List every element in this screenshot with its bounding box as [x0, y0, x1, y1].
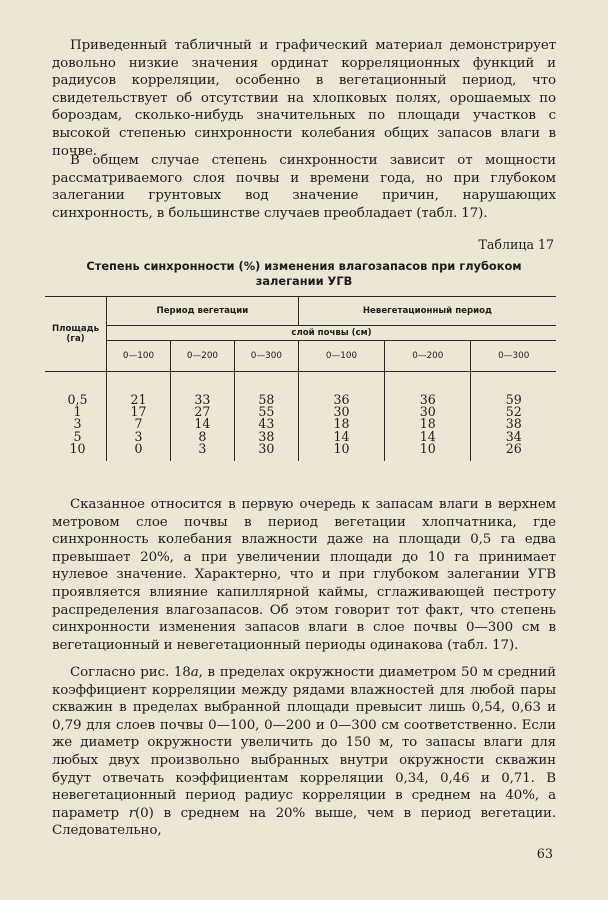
table-label: Таблица 17 [478, 237, 554, 252]
value-cell: 14 [298, 431, 384, 443]
value-cell: 43 [234, 418, 298, 430]
value-cell: 3 [170, 443, 234, 461]
layer-header: 0—200 [385, 341, 471, 372]
table-caption-line-2: залегании УГВ [255, 273, 353, 288]
paragraph-4-part-3: (0) в среднем на 20% выше, чем в период вегетации. Следовательно, [52, 805, 557, 839]
area-header: Площадь (га) [45, 297, 107, 372]
value-cell: 36 [385, 394, 471, 406]
value-cell: 33 [170, 394, 234, 406]
value-cell: 3 [107, 431, 171, 443]
value-cell: 27 [170, 406, 234, 418]
layer-header: 0—200 [170, 341, 234, 372]
value-cell: 26 [471, 443, 556, 461]
paragraph-4-part-1: Согласно рис. 18 [70, 665, 191, 680]
table-body [45, 372, 556, 461]
table-caption-line-1: Степень синхронности (%) изменения влагозапасов при глубоком [86, 259, 522, 273]
value-cell: 58 [234, 394, 298, 406]
parameter-symbol: r [128, 805, 136, 821]
area-cell: 10 [45, 443, 107, 461]
period-vegetation-header: Период вегетации [107, 297, 299, 326]
value-cell: 0 [107, 443, 171, 461]
area-cell: 5 [45, 431, 107, 443]
paragraph-1: Приведенный табличный и графический материал демонстрирует довольно низкие значения ординат корреляционных функций и радиусов корреляции, особенно в вегетационный период, что свидетельствует об отсутствии на хлопковых полях, орошаемых по бороздам, сколько-нибудь значительных по площади участков с высокой степенью синхронности колебания общих запасов влаги в почве. [52, 38, 556, 159]
value-cell: 30 [385, 406, 471, 418]
period-nonvegetation-header: Невегетационный период [298, 297, 556, 326]
value-cell: 55 [234, 406, 298, 418]
layer-header: 0—300 [234, 341, 298, 372]
value-cell: 59 [471, 394, 556, 406]
value-cell: 18 [385, 418, 471, 430]
table-row [45, 394, 556, 406]
value-cell: 8 [170, 431, 234, 443]
table-row [45, 418, 556, 430]
paragraph-2: В общем случае степень синхронности зависит от мощности рассматриваемого слоя почвы и времени года, но при глубоком залегании грунтовых вод значение причин, нарушающих синхронность, в большинстве случаев преобладает (табл. 17). [52, 153, 556, 221]
layer-header: 0—100 [107, 341, 171, 372]
value-cell: 21 [107, 394, 171, 406]
soil-layer-header: слой почвы (см) [107, 326, 557, 341]
table-row [45, 443, 556, 461]
figure-letter: а [190, 665, 199, 680]
value-cell: 30 [234, 443, 298, 461]
table-caption [52, 259, 556, 288]
area-cell: 0,5 [45, 394, 107, 406]
value-cell: 18 [298, 418, 384, 430]
synchronicity-table [45, 296, 556, 461]
value-cell: 10 [385, 443, 471, 461]
area-cell: 1 [45, 406, 107, 418]
value-cell: 10 [298, 443, 384, 461]
value-cell: 52 [471, 406, 556, 418]
value-cell: 14 [385, 431, 471, 443]
value-cell: 7 [107, 418, 171, 430]
page-number: 63 [536, 847, 553, 862]
table-row [45, 431, 556, 443]
paragraph-4 [52, 664, 556, 840]
value-cell: 36 [298, 394, 384, 406]
layer-header: 0—300 [471, 341, 556, 372]
value-cell: 14 [170, 418, 234, 430]
area-cell: 3 [45, 418, 107, 430]
value-cell: 30 [298, 406, 384, 418]
paragraph-3: Сказанное относится в первую очередь к запасам влаги в верхнем метровом слое почвы в период вегетации хлопчатника, где синхронность колебания влажности даже на площади 0,5 га едва превышает 20%, а при увеличении площади до 10 га принимает нулевое значение. Характерно, что и при глубоком залегании УГВ проявляется влияние капиллярной каймы, сглаживающей пестроту распределения влагозапасов. Об этом говорит тот факт, что степень синхронности изменения запасов влаги в слое почвы 0—300 см в вегетационный и невегетационный периоды одинакова (табл. 17). [52, 497, 556, 653]
layer-header: 0—100 [298, 341, 384, 372]
table-row [45, 406, 556, 418]
paragraph-4-part-2: , в пределах окружности диаметром 50 м средний коэффициент корреляции между рядами влажностей для любой пары скважин в пределах выбранной площади превысит лишь 0,54, 0,63 и 0,79 для слоев почвы 0—100, 0—200 и 0—300 см соответственно. Если же диаметр окружности увеличить до 150 м, то запасы влаги для любых двух произвольно выбранных внутри окружности скважин будут отвечать коэффициентам корреляции 0,34, 0,46 и 0,71. В невегетационный период радиус корреляции в среднем на 40%, а параметр [52, 665, 556, 821]
value-cell: 17 [107, 406, 171, 418]
value-cell: 34 [471, 431, 556, 443]
value-cell: 38 [234, 431, 298, 443]
value-cell: 38 [471, 418, 556, 430]
